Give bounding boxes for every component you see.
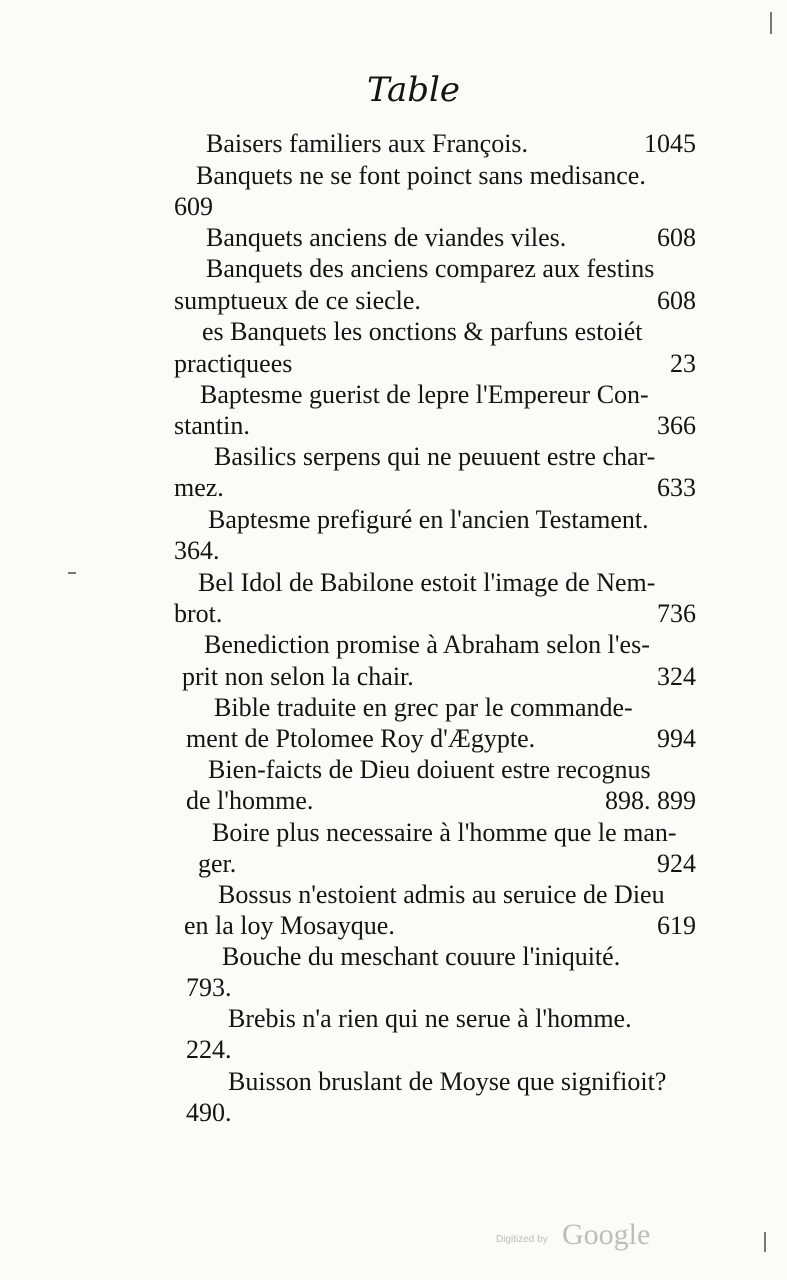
entry-text: mez. (174, 473, 224, 502)
index-entry (174, 692, 696, 724)
entry-text: Boire plus necessaire à l'homme que le man- (212, 818, 677, 847)
entry-text: Baptesme prefiguré en l'ancien Testament. (208, 505, 649, 534)
entry-text: Banquets des anciens comparez aux festins (206, 254, 655, 283)
entry-text: Bouche du meschant couure l'iniquité. (222, 942, 621, 971)
index-entry (174, 1003, 696, 1035)
entry-page-number: 324 (657, 662, 696, 691)
entry-text: ment de Ptolomee Roy d'Ægypte. (186, 724, 536, 753)
index-entry (174, 817, 696, 849)
entry-page-number: 366 (657, 411, 696, 440)
entry-page-number: 1045 (644, 129, 696, 158)
index-entry (174, 504, 696, 536)
entry-text: practiquees (174, 349, 293, 378)
entry-text: Bible traduite en grec par le commande- (214, 693, 633, 722)
scan-artifact (770, 12, 772, 34)
entry-text: 793. (186, 973, 232, 1002)
entry-text: en la loy Mosayque. (184, 911, 395, 940)
index-entry (174, 410, 696, 442)
entry-text: brot. (174, 599, 223, 628)
entry-text: Bien-faicts de Dieu doiuent estre recognus (208, 755, 651, 784)
index-entry (174, 348, 696, 380)
index-entry (174, 848, 696, 880)
index-entry (174, 472, 696, 504)
google-watermark (496, 1218, 676, 1258)
entry-text: ger. (198, 849, 237, 878)
entry-text: 224. (186, 1035, 232, 1064)
entry-text: Brebis n'a rien qui ne serue à l'homme. (228, 1004, 632, 1033)
index-entry (174, 1066, 696, 1098)
entry-text: prit non selon la chair. (182, 662, 414, 691)
index-entry (174, 441, 696, 473)
entry-text: Benediction promise à Abraham selon l'es- (204, 630, 650, 659)
index-entry (174, 160, 696, 192)
entry-page-number: 23 (670, 349, 696, 378)
entry-page-number: 608 (657, 286, 696, 315)
index-entry (174, 191, 696, 223)
entry-text: 364. (174, 536, 220, 565)
index-entry (174, 253, 696, 285)
index-entry (174, 661, 696, 693)
scan-artifact (764, 1232, 766, 1252)
entry-text: 490. (186, 1098, 232, 1127)
entry-page-number: 924 (657, 849, 696, 878)
index-entry (174, 285, 696, 317)
page-heading: Table (366, 70, 461, 110)
index-entry (174, 598, 696, 630)
watermark-prefix: Digitized by (496, 1234, 548, 1245)
scan-artifact (68, 572, 76, 574)
entry-text: Buisson bruslant de Moyse que signifioit? (228, 1067, 667, 1096)
index-entry (174, 128, 696, 160)
index-entry (174, 1034, 696, 1066)
entry-page-number: 608 (657, 223, 696, 252)
index-entry (174, 1097, 696, 1129)
entry-text: Banquets ne se font poinct sans medisance. (196, 161, 646, 190)
entry-text: Bel Idol de Babilone estoit l'image de Nem- (198, 568, 656, 597)
index-entry (174, 222, 696, 254)
entry-page-number: 619 (657, 911, 696, 940)
index-entry (174, 754, 696, 786)
index-entry (174, 567, 696, 599)
entry-text: Baisers familiers aux François. (206, 129, 529, 158)
watermark-brand: Google (562, 1218, 651, 1251)
index-entry (174, 379, 696, 411)
index-entry (174, 723, 696, 755)
index-entry (174, 785, 696, 817)
entry-page-number: 994 (657, 724, 696, 753)
entry-text: Banquets anciens de viandes viles. (206, 223, 567, 252)
index-entry (174, 535, 696, 567)
entry-text: 609 (174, 192, 213, 221)
index-entry (174, 972, 696, 1004)
entry-text: Bossus n'estoient admis au seruice de Dieu (218, 880, 665, 909)
index-entry (174, 910, 696, 942)
entry-text: de l'homme. (186, 786, 314, 815)
index-entry (174, 941, 696, 973)
index-entry (174, 629, 696, 661)
entry-page-number: 898. 899 (605, 786, 696, 815)
entry-page-number: 633 (657, 473, 696, 502)
index-entry (174, 879, 696, 911)
entry-text: es Banquets les onctions & parfuns estoiét (202, 317, 643, 346)
entry-text: sumptueux de ce siecle. (174, 286, 421, 315)
index-entry (174, 316, 696, 348)
entry-text: stantin. (174, 411, 250, 440)
entry-text: Baptesme guerist de lepre l'Empereur Con- (200, 380, 649, 409)
entry-page-number: 736 (657, 599, 696, 628)
entry-text: Basilics serpens qui ne peuuent estre char- (214, 442, 656, 471)
